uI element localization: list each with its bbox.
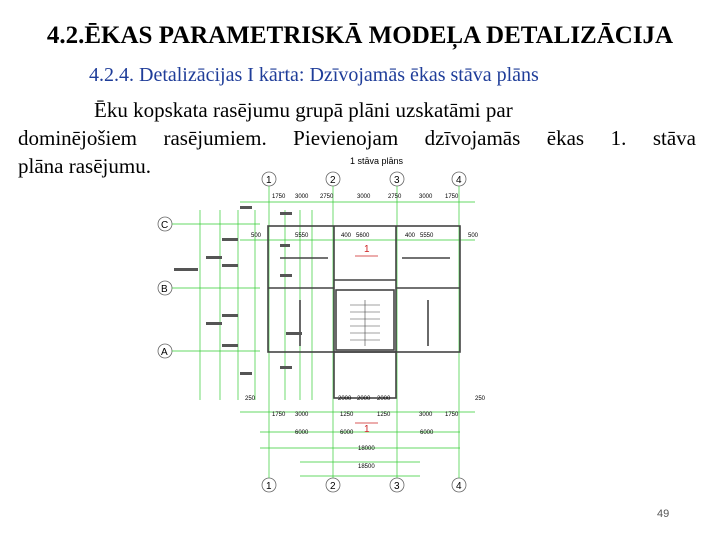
- axis-top-1: 1: [266, 175, 272, 186]
- page-number: 49: [657, 508, 670, 520]
- svg-text:2000: 2000: [338, 396, 352, 402]
- axis-top-4: 4: [456, 175, 462, 186]
- axis-markers-left: [158, 217, 172, 358]
- section-mark-upper: 1: [364, 244, 370, 255]
- axis-left-b: B: [161, 284, 168, 295]
- svg-text:1250: 1250: [340, 412, 354, 418]
- svg-text:3000: 3000: [357, 194, 371, 200]
- svg-text:250: 250: [245, 396, 256, 402]
- svg-text:250: 250: [475, 396, 486, 402]
- axis-left-a: A: [161, 347, 168, 358]
- axis-markers-top: [262, 172, 466, 186]
- body-line-1: Ēku kopskata rasējumu grupā plāni uzskatāmi par: [94, 98, 513, 122]
- svg-text:3000: 3000: [419, 412, 433, 418]
- slide-title: 4.2.ĒKAS PARAMETRISKĀ MODEĻA DETALIZĀCIJA: [46, 22, 674, 49]
- svg-text:3000: 3000: [295, 194, 309, 200]
- dim-total-1: 18000: [358, 446, 375, 452]
- svg-text:6000: 6000: [340, 430, 354, 436]
- dim-total-2: 18500: [358, 464, 375, 470]
- section-mark-lower: 1: [364, 424, 370, 435]
- axis-bottom-2: 2: [330, 481, 336, 492]
- svg-text:500: 500: [251, 233, 262, 239]
- svg-text:5550: 5550: [420, 233, 434, 239]
- svg-text:5550: 5550: [295, 233, 309, 239]
- body-line-3: plāna rasējumu.: [18, 154, 151, 178]
- axis-top-3: 3: [394, 175, 400, 186]
- axis-top-2: 2: [330, 175, 336, 186]
- plan-title: 1 stāva plāns: [350, 156, 404, 166]
- floor-plan-drawing: [150, 150, 500, 495]
- svg-text:5600: 5600: [356, 233, 370, 239]
- axis-bottom-4: 4: [456, 481, 462, 492]
- axis-markers-bottom: [262, 478, 466, 492]
- svg-text:1750: 1750: [445, 194, 459, 200]
- svg-text:1750: 1750: [272, 194, 286, 200]
- slide-subtitle: 4.2.4. Detalizācijas I kārta: Dzīvojamās ēkas stāva plāns: [89, 64, 539, 86]
- axis-left-c: C: [161, 220, 169, 231]
- svg-text:2000: 2000: [357, 396, 371, 402]
- axis-bottom-3: 3: [394, 481, 400, 492]
- svg-text:500: 500: [468, 233, 479, 239]
- svg-text:2750: 2750: [388, 194, 402, 200]
- svg-text:400: 400: [405, 233, 416, 239]
- svg-text:6000: 6000: [295, 430, 309, 436]
- section-markers: [355, 244, 378, 435]
- svg-text:2000: 2000: [377, 396, 391, 402]
- svg-text:400: 400: [341, 233, 352, 239]
- svg-text:3000: 3000: [295, 412, 309, 418]
- svg-text:1750: 1750: [445, 412, 459, 418]
- axis-bottom-1: 1: [266, 481, 272, 492]
- svg-text:1750: 1750: [272, 412, 286, 418]
- svg-text:6000: 6000: [420, 430, 434, 436]
- svg-text:3000: 3000: [419, 194, 433, 200]
- svg-text:1250: 1250: [377, 412, 391, 418]
- dimension-values-top: [272, 194, 459, 200]
- stairs: [350, 300, 380, 346]
- body-line-2: dominējošiem rasējumiem. Pievienojam dzīvojamās ēkas 1. stāva: [18, 126, 696, 150]
- svg-text:2750: 2750: [320, 194, 334, 200]
